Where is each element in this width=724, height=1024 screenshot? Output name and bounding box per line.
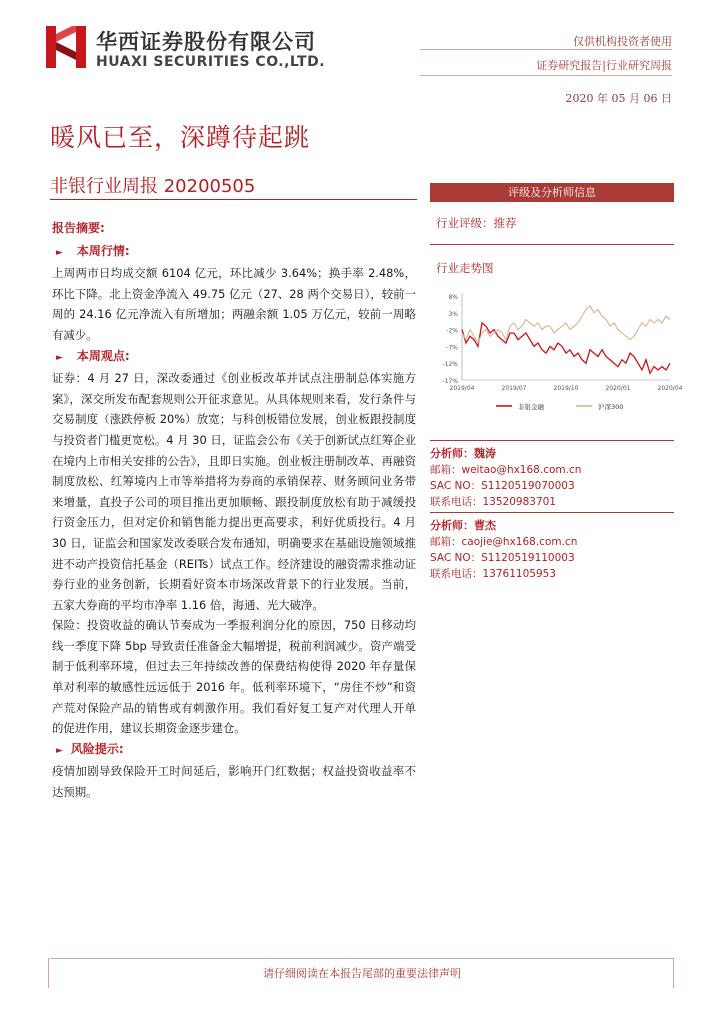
footer-divider: [50, 958, 674, 959]
securities-view-text: 证券：4 月 27 日，深改委通过《创业板改革并试点注册制总体实施方案》，深交所发布配套规则公开征求意见。从具体规则来看，发行条件与交易制度（涨跌停板 20%）放宽；与科创板错位发展，创业板跟投制度与投资者门槛更宽松。4 月 30 日，证监会公布《关于创新试点红筹企业在境内上市相关安排的公告》，且即日实施。创业板注册制改革、再融资制度放松、红筹境内上市等举措将为券商的承销保荐、财务顾问业务带来增量，直投子公司的项目推出更加顺畅、跟投制度放松有助于减缓投行资金压力，但对定价和销售能力提出更高要求，利好优质投行。4 月 30 日，证监会和国家发改委联合发布通知，明确要求在基础设施领域推进不动产投资信托基金（REITs）试点工作。经济建设的融资需求推动证券行业的业务创新，长期看好资本市场深改背景下的行业发展。当前，五家大券商的平均市净率 1.16 倍，海通、光大破净。: [52, 371, 416, 612]
weekly-views-heading: [52, 346, 416, 369]
chart-series-line: [462, 306, 670, 343]
triangle-bullet-icon: ►: [56, 745, 63, 756]
analyst-sac: SAC NO：S1120519110003: [430, 552, 575, 564]
risk-title: 风险提示:: [70, 741, 124, 756]
chart-y-tick-label: 8%: [448, 294, 458, 301]
risk-text: 疫情加剧导致保险开工时间延后，影响开门红数据；权益投资收益率不达预期。: [52, 764, 416, 800]
analyst-phone: 联系电话：13761105953: [430, 568, 556, 580]
report-subtitle: 非银行业周报 20200505: [50, 176, 256, 197]
analyst-name: 分析师：曹杰: [430, 519, 496, 532]
company-name-en: HUAXI SECURITIES CO.,LTD.: [96, 54, 326, 70]
triangle-bullet-icon: ►: [56, 352, 63, 363]
chart-y-tick-label: -7%: [446, 344, 458, 352]
weekly-quotes-title: 本周行情:: [76, 243, 130, 258]
analyst-email[interactable]: 邮箱：caojie@hx168.com.cn: [430, 536, 578, 548]
legal-notice: 请仔细阅读在本报告尾部的重要法律声明: [263, 967, 461, 980]
chart-x-tick-label: 2020/04: [657, 385, 683, 392]
weekly-views-title: 本周观点:: [76, 348, 130, 363]
summary-heading: 报告摘要:: [52, 221, 105, 235]
rating-panel-header: 评级及分析师信息: [430, 183, 674, 202]
chart-y-tick-label: -12%: [442, 361, 458, 369]
chart-y-tick-label: -2%: [446, 327, 458, 335]
chart-x-tick-label: 2020/01: [605, 385, 631, 392]
weekly-quotes-text: 上周两市日均成交额 6104 亿元，环比减少 3.64%；换手率 2.48%，环比下降。北上资金净流入 49.75 亿元（27、28 两个交易日），较前一周的 24.16 亿元净流入有所增加；两融余额 1.05 万亿元，较前一周略有减少。: [52, 266, 416, 342]
insurance-view-text: 保险：投资收益的确认节奏成为一季报利润分化的原因，750 日移动均线一季度下降 5bp 导致责任准备金大幅增提，税前利润减少。资产端受制于低利率环境，但过去三年持续改善的保费结构使得 2020 年存量保单对利率的敏感性远远低于 2016 年。低利率环境下，“房住不炒”和资产荒对保险产品的销售或有刺激作用。我们看好复工复产对代理人开单的促进作用，建议长期资金逐步建仓。: [52, 618, 416, 736]
chart-x-tick-label: 2019/04: [449, 385, 475, 392]
report-title: 暖风已至，深蹲待起跳: [50, 123, 311, 152]
huaxi-logo-icon: [42, 22, 90, 72]
chart-series-line: [462, 323, 670, 373]
chart-y-tick-label: 3%: [448, 310, 458, 318]
subtitle-divider: [50, 199, 417, 200]
chart-x-tick-label: 2019/10: [553, 385, 579, 392]
chart-legend-label: 非银金融: [518, 403, 544, 411]
report-type: 证券研究报告|行业研究周报: [536, 59, 672, 72]
report-summary: [52, 218, 416, 803]
audience-note: 仅供机构投资者使用: [573, 35, 672, 48]
trend-chart-label: 行业走势图: [436, 261, 494, 275]
analyst-phone: 联系电话：13520983701: [430, 496, 556, 508]
analyst-email[interactable]: 邮箱：weitao@hx168.com.cn: [430, 464, 582, 476]
company-name-cn: 华西证券股份有限公司: [96, 30, 316, 54]
analyst-block-2: [430, 518, 674, 582]
report-date: 2020 年 05 月 06 日: [565, 92, 672, 105]
panel-divider: [430, 244, 674, 245]
analyst-name: 分析师：魏涛: [430, 447, 496, 460]
analyst-sac: SAC NO：S1120519070003: [430, 480, 575, 492]
panel-divider: [430, 512, 674, 513]
chart-y-tick-label: -17%: [442, 378, 458, 385]
weekly-quotes-heading: [52, 241, 416, 264]
panel-divider: [430, 440, 674, 441]
chart-x-tick-label: 2019/07: [501, 385, 527, 392]
industry-rating: 行业评级：推荐: [436, 216, 517, 230]
header-divider: [420, 75, 672, 76]
header-divider: [420, 49, 672, 50]
risk-heading: [52, 739, 416, 762]
analyst-block-1: [430, 446, 674, 510]
triangle-bullet-icon: ►: [56, 247, 63, 258]
chart-legend-label: 沪深300: [598, 403, 624, 411]
industry-trend-chart: [434, 288, 683, 423]
